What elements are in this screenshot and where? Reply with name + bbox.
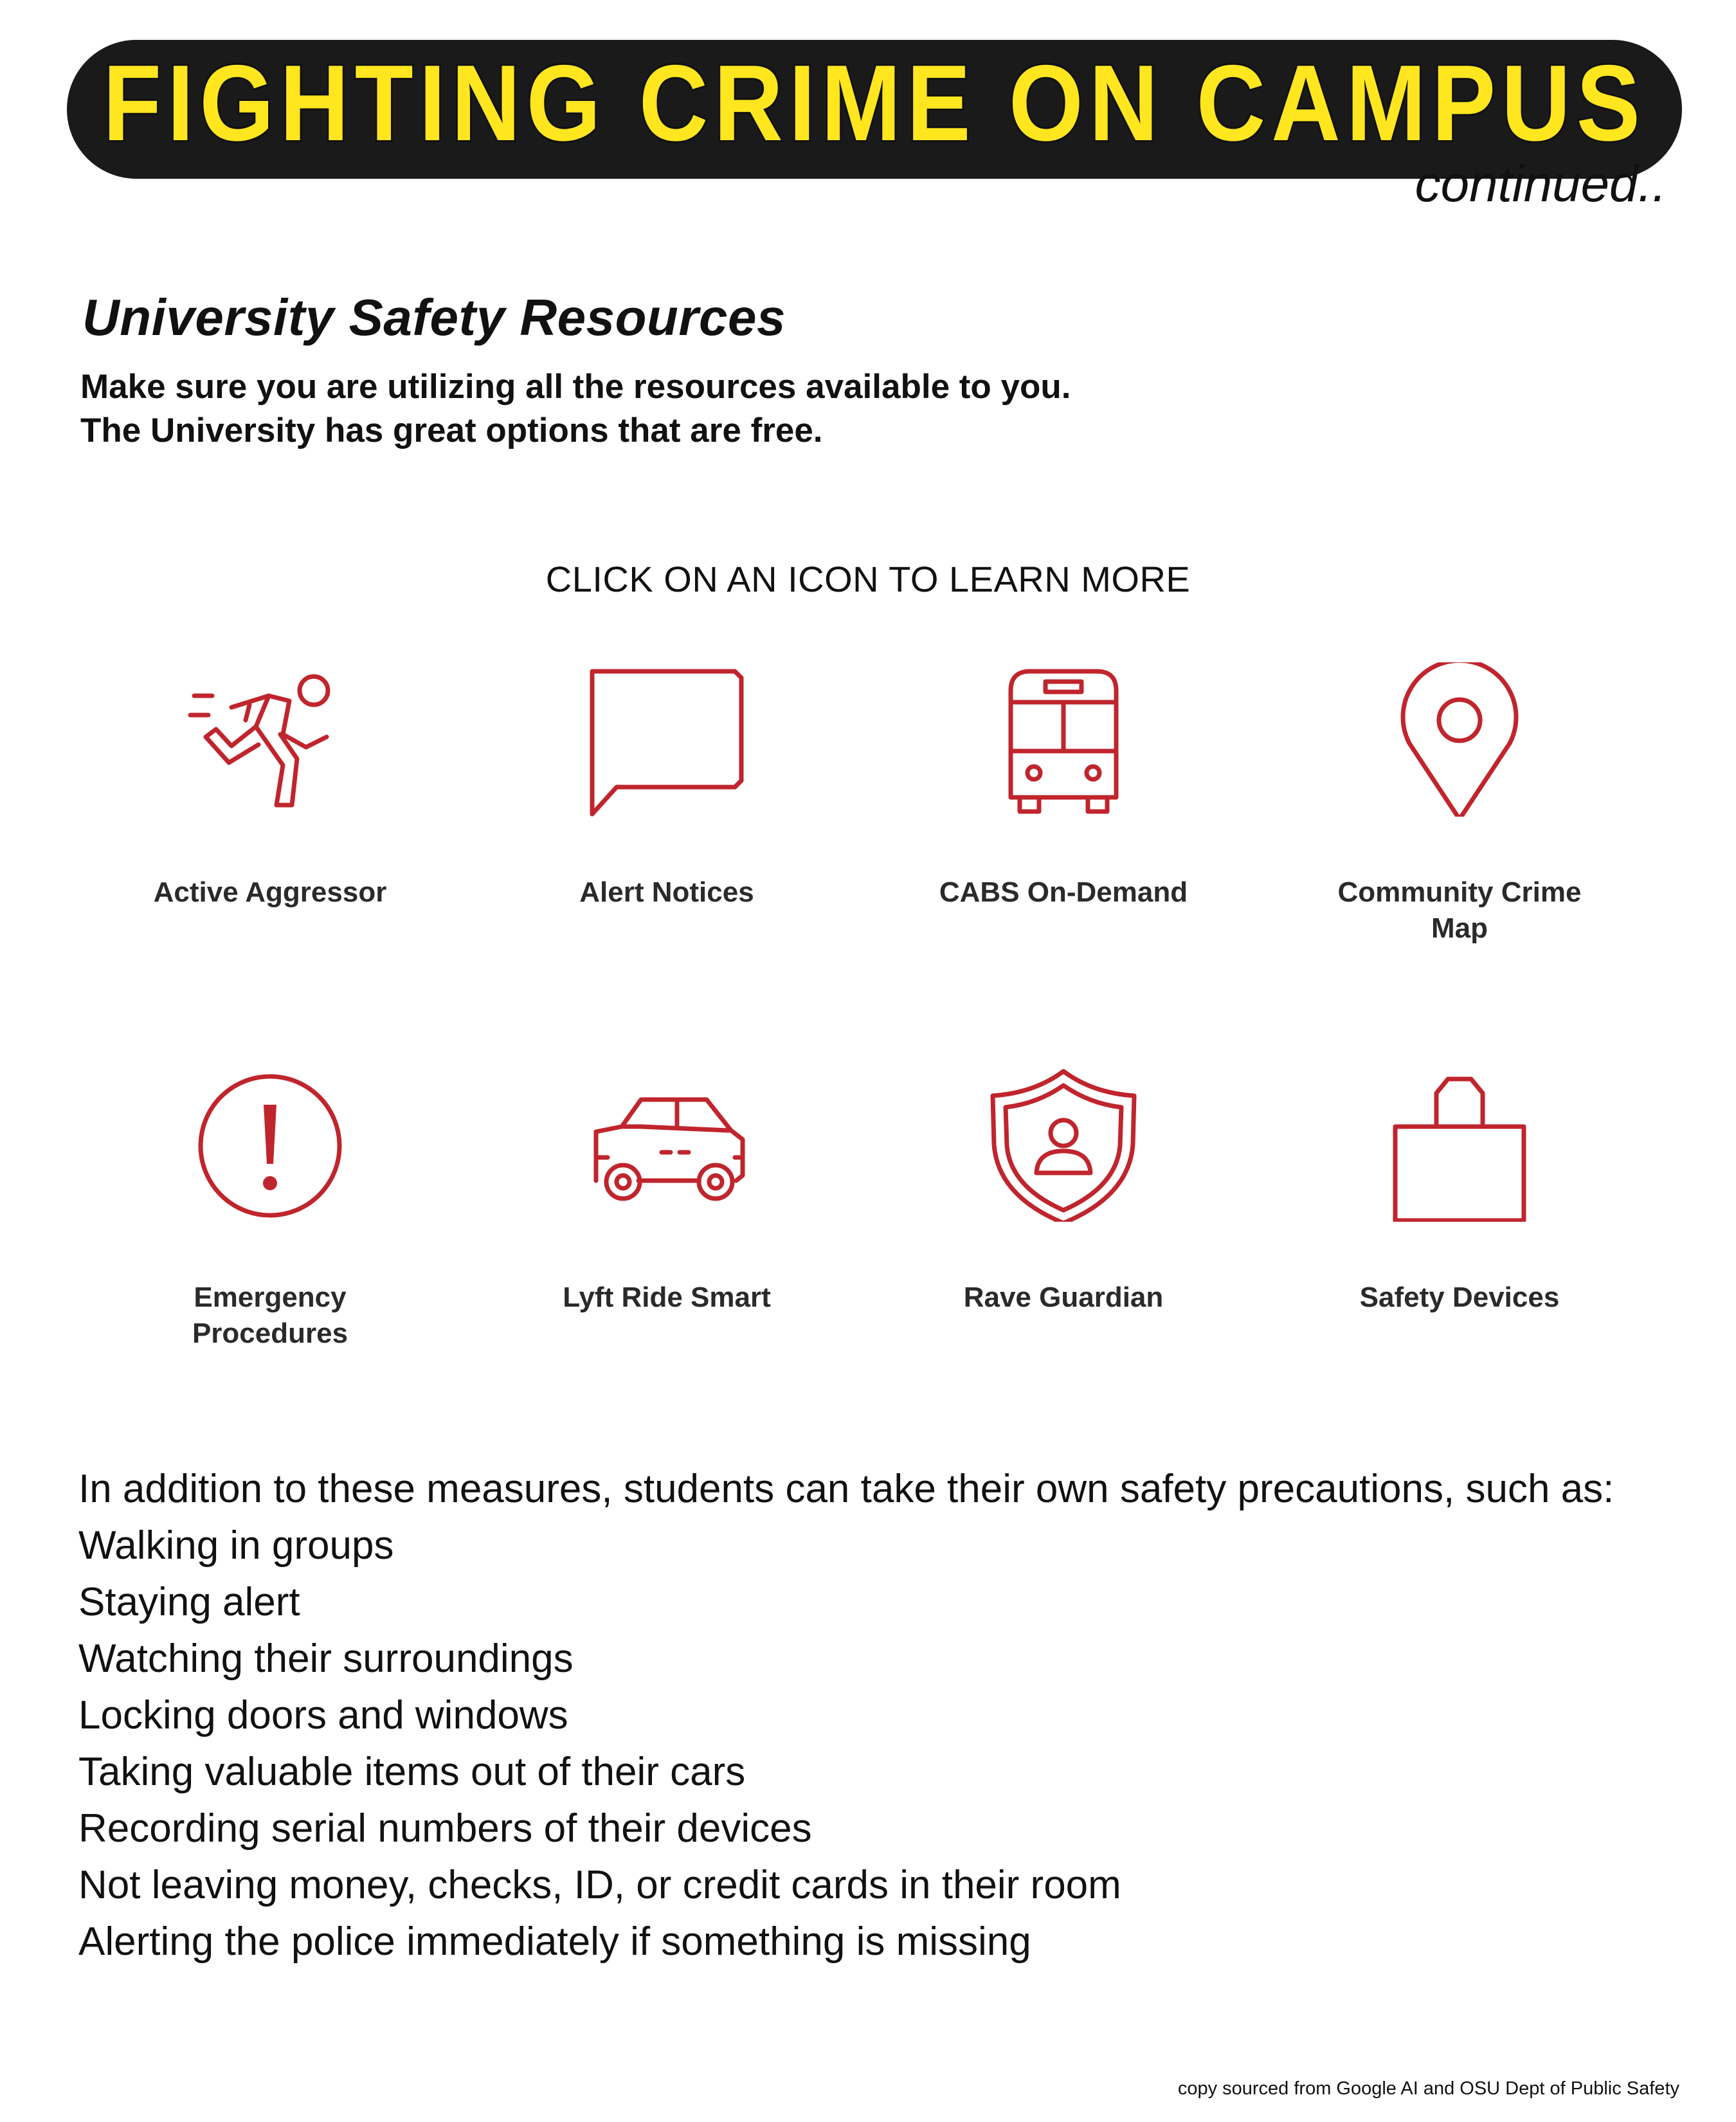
resource-community-crime-map[interactable] (1260, 662, 1659, 944)
running-person-icon (186, 662, 354, 817)
list-item: Recording serial numbers of their devices (78, 1806, 812, 1851)
list-item: Staying alert (78, 1580, 300, 1624)
resource-label: Alert Notices (579, 876, 754, 908)
map-pin-icon (1376, 662, 1543, 817)
car-icon (583, 1067, 750, 1222)
precautions-list (78, 1461, 1614, 1970)
precautions-intro: In addition to these measures, students can take their own safety precautions, such as: (78, 1467, 1614, 1511)
resource-rave-guardian[interactable] (864, 1067, 1263, 1313)
padlock-icon (1376, 1067, 1543, 1222)
continued-note: continued.. (1415, 155, 1667, 212)
resource-label: CABS On-Demand (939, 876, 1188, 908)
list-item: Not leaving money, checks, ID, or credit cards in their room (78, 1863, 1121, 1907)
section-title: University Safety Resources (82, 289, 786, 346)
resource-safety-devices[interactable] (1260, 1067, 1659, 1313)
resource-active-aggressor[interactable] (71, 662, 469, 908)
click-instruction: CLICK ON AN ICON TO LEARN MORE (545, 559, 1191, 599)
banner-title-text: FIGHTING CRIME ON CAMPUS (103, 42, 1646, 163)
list-item: Watching their surroundings (78, 1637, 574, 1681)
shield-person-icon (980, 1067, 1147, 1222)
resource-label: Community Crime Map (1337, 876, 1582, 944)
speech-bubble-icon (583, 662, 750, 817)
resource-cabs-on-demand[interactable] (864, 662, 1263, 908)
intro-line: Make sure you are utilizing all the resources available to you. (80, 368, 1071, 406)
resource-label: Rave Guardian (963, 1282, 1164, 1313)
resource-lyft-ride-smart[interactable] (467, 1067, 866, 1313)
resource-label: Safety Devices (1359, 1282, 1560, 1313)
resource-label: Lyft Ride Smart (563, 1282, 771, 1313)
list-item: Walking in groups (78, 1523, 394, 1568)
resource-label: Emergency Procedures (192, 1282, 348, 1349)
resource-emergency-procedures[interactable] (71, 1067, 469, 1349)
list-item: Locking doors and windows (78, 1693, 568, 1737)
source-credit: copy sourced from Google AI and OSU Dept of Public Safety (1177, 2078, 1679, 2099)
exclamation-circle-icon (186, 1067, 354, 1222)
resource-alert-notices[interactable] (467, 662, 866, 908)
bus-icon (980, 662, 1147, 817)
intro-text (80, 365, 1071, 453)
resource-label: Active Aggressor (153, 876, 387, 908)
list-item: Taking valuable items out of their cars (78, 1750, 746, 1794)
intro-line: The University has great options that are free. (80, 412, 823, 449)
list-item: Alerting the police immediately if something is missing (78, 1919, 1031, 1964)
